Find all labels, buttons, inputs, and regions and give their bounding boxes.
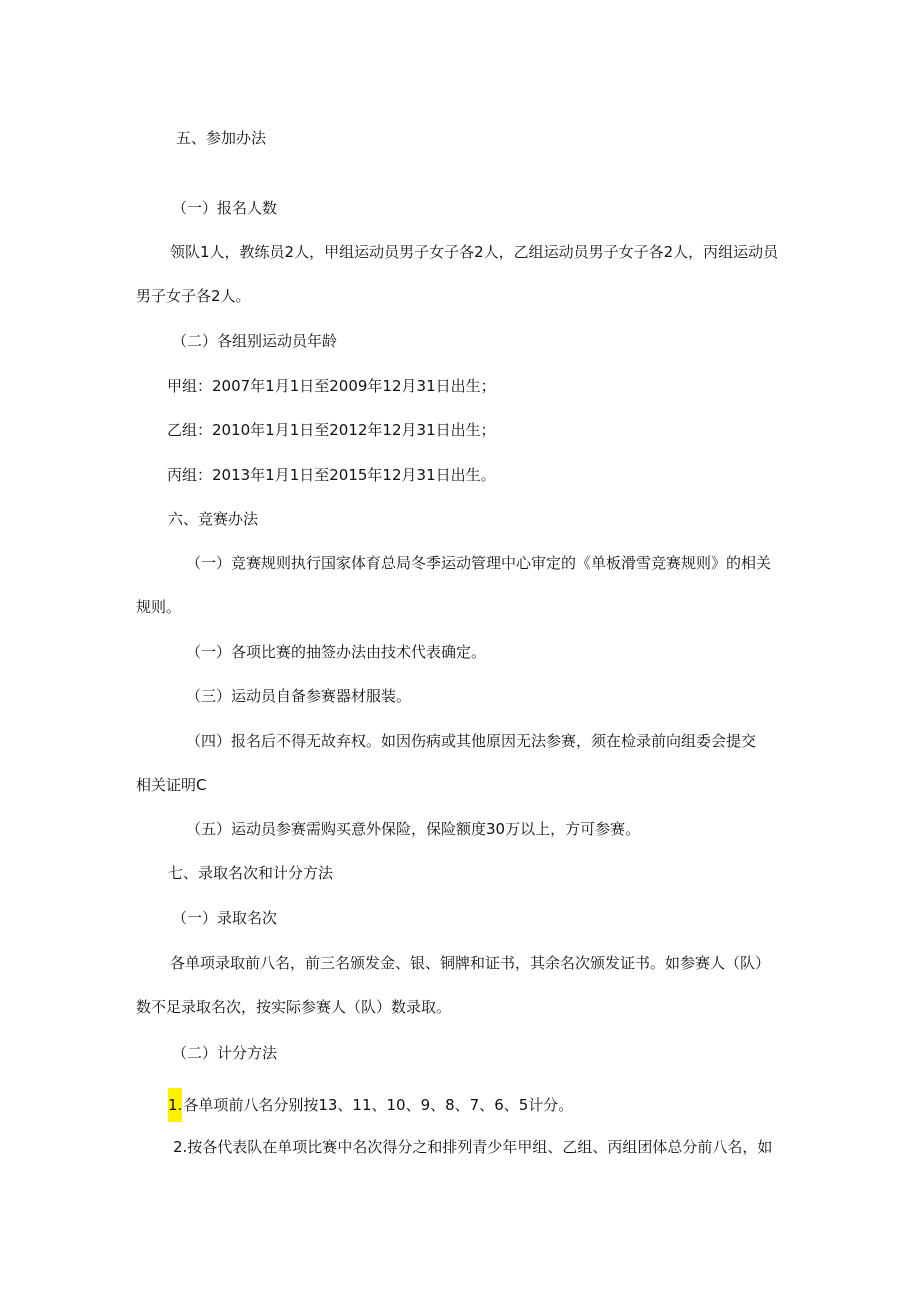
ranking-text-line1: 各单项录取前八名，前三名颁发金、银、铜牌和证书，其余名次颁发证书。如参赛人（队） xyxy=(170,954,771,972)
scoring-heading: （二）计分方法 xyxy=(172,1044,278,1062)
registration-count-text-line1: 领队1人，教练员2人，甲组运动员男子女子各2人，乙组运动员男子女子各2人，丙组运动员 xyxy=(170,243,779,261)
age-group-c: 丙组：2013年1月1日至2015年12月31日出生。 xyxy=(167,466,496,484)
ranking-heading: （一）录取名次 xyxy=(172,909,278,927)
withdrawal-rule-line1: （四）报名后不得无故弃权。如因伤病或其他原因无法参赛，须在检录前向组委会提交 xyxy=(186,732,757,750)
section-seven-title: 七、录取名次和计分方法 xyxy=(168,864,334,882)
insurance-rule: （五）运动员参赛需购买意外保险，保险额度30万以上，方可参赛。 xyxy=(186,820,641,838)
ranking-text-line2: 数不足录取名次，按实际参赛人（队）数录取。 xyxy=(136,998,452,1016)
scoring-rule-2: 2.按各代表队在单项比赛中名次得分之和排列青少年甲组、乙组、丙组团体总分前八名，如 xyxy=(173,1138,773,1156)
age-group-a: 甲组：2007年1月1日至2009年12月31日出生； xyxy=(167,377,496,395)
registration-count-text-line2: 男子女子各2人。 xyxy=(136,287,251,305)
withdrawal-rule-line2: 相关证明C xyxy=(136,776,207,794)
competition-rules-line1: （一）竞赛规则执行国家体育总局冬季运动管理中心审定的《单板滑雪竞赛规则》的相关 xyxy=(186,554,772,572)
highlighted-number: 1. xyxy=(168,1088,182,1122)
scoring-rule-1 xyxy=(168,1088,573,1122)
equipment-note: （三）运动员自备参赛器材服装。 xyxy=(186,687,412,705)
age-group-b: 乙组：2010年1月1日至2012年12月31日出生； xyxy=(167,421,496,439)
registration-count-heading: （一）报名人数 xyxy=(172,199,278,217)
age-groups-heading: （二）各组别运动员年龄 xyxy=(172,332,338,350)
draw-method: （一）各项比赛的抽签办法由技术代表确定。 xyxy=(186,643,487,661)
competition-rules-line2: 规则。 xyxy=(136,598,182,616)
scoring-rule-1-text: 各单项前八名分别按13、11、10、9、8、7、6、5计分。 xyxy=(183,1096,574,1114)
section-six-title: 六、竞赛办法 xyxy=(168,510,259,528)
section-five-title: 五、参加办法 xyxy=(176,129,267,147)
